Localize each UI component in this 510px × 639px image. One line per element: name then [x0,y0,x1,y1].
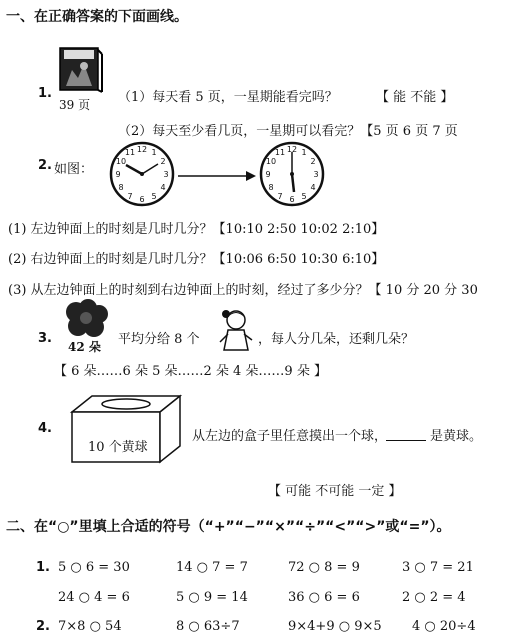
box-label: 10 个黄球 [88,440,148,455]
svg-text:5: 5 [151,192,157,201]
q1-sub2-text[interactable]: （2）每天至少看几页，一星期可以看完？【5 页 6 页 7 页 [118,124,458,139]
left-clock-icon [108,140,176,208]
svg-text:2: 2 [160,157,166,166]
q3-text: 平均分给 8 个 [118,332,200,347]
q2-sub1[interactable]: (1) 左边钟面上的时刻是几时几分？【10:10 2:50 10:02 2:10】 [8,222,385,237]
svg-text:11: 11 [274,148,286,157]
q3-text2: ，每人分几朵，还剩几朵？ [258,332,415,347]
svg-text:10: 10 [115,157,127,166]
book-icon [58,46,104,94]
s2-item[interactable]: 36 ○ 6 = 6 [288,590,360,605]
s2-item[interactable]: 8 ○ 63÷7 [176,619,240,634]
q4-text-pre: 从左边的盒子里任意摸出一个球， [192,429,388,444]
s2-item[interactable]: 72 ○ 8 = 9 [288,560,360,575]
flower-bunch-icon [64,300,110,340]
s2-row1-number: 1. [36,560,50,575]
s2-item[interactable]: 2 ○ 2 = 4 [402,590,466,605]
q4-text-post: 是黄球。 [430,429,483,444]
q1-number: 1. [38,86,52,101]
svg-text:6: 6 [139,195,145,204]
right-clock-icon [258,140,326,208]
svg-text:1: 1 [151,148,157,157]
q4-answer-blank[interactable] [386,428,426,441]
svg-text:12: 12 [136,145,148,154]
s2-row2-number: 2. [36,619,50,634]
q4-number: 4. [38,421,52,436]
section2-title: 二、在“○”里填上合适的符号（“+”“−”“×”“÷”“<”“>”或“=”）。 [6,519,451,535]
svg-text:4: 4 [310,183,316,192]
s2-item[interactable]: 3 ○ 7 = 21 [402,560,474,575]
svg-text:3: 3 [313,170,319,179]
svg-text:7: 7 [127,192,133,201]
section1-title: 一、在正确答案的下面画线。 [6,9,188,25]
svg-text:8: 8 [268,183,274,192]
book-pages-label: 39 页 [59,98,91,112]
svg-text:11: 11 [124,148,136,157]
q1-sub1-options[interactable]: 【 能 不能 】 [376,90,454,105]
arrow-icon [178,170,258,182]
svg-text:9: 9 [115,170,121,179]
q2-number: 2. [38,158,52,173]
svg-text:8: 8 [118,183,124,192]
svg-text:12: 12 [286,145,298,154]
s2-item[interactable]: 14 ○ 7 = 7 [176,560,248,575]
s2-item[interactable]: 9×4+9 ○ 9×5 [288,619,382,634]
q2-intro: 如图： [54,162,94,177]
q2-sub3[interactable]: (3) 从左边钟面上的时刻到右边钟面上的时刻，经过了多少分？【 10 分 20 分 30 [8,283,478,298]
svg-text:5: 5 [301,192,307,201]
svg-text:6: 6 [289,195,295,204]
s2-item[interactable]: 7×8 ○ 54 [58,619,122,634]
s2-item[interactable]: 24 ○ 4 = 6 [58,590,130,605]
s2-item[interactable]: 5 ○ 9 = 14 [176,590,248,605]
child-icon [218,308,254,354]
q3-options[interactable]: 【 6 朵……6 朵 5 朵……2 朵 4 朵……9 朵 】 [54,364,327,379]
svg-text:9: 9 [265,170,271,179]
svg-text:2: 2 [310,157,316,166]
q2-sub2[interactable]: (2) 右边钟面上的时刻是几时几分？【10:06 6:50 10:30 6:10】 [8,252,385,267]
s2-item[interactable]: 4 ○ 20÷4 [412,619,476,634]
q1-sub1-text: （1）每天看 5 页，一星期能看完吗？ [118,90,338,105]
svg-text:3: 3 [163,170,169,179]
svg-text:1: 1 [301,148,307,157]
svg-text:4: 4 [160,183,166,192]
q3-number: 3. [38,331,52,346]
s2-item[interactable]: 5 ○ 6 = 30 [58,560,130,575]
flower-count: 42 朵 [68,340,101,354]
q4-options[interactable]: 【 可能 不可能 一定 】 [268,484,402,499]
svg-text:7: 7 [277,192,283,201]
svg-text:10: 10 [265,157,277,166]
